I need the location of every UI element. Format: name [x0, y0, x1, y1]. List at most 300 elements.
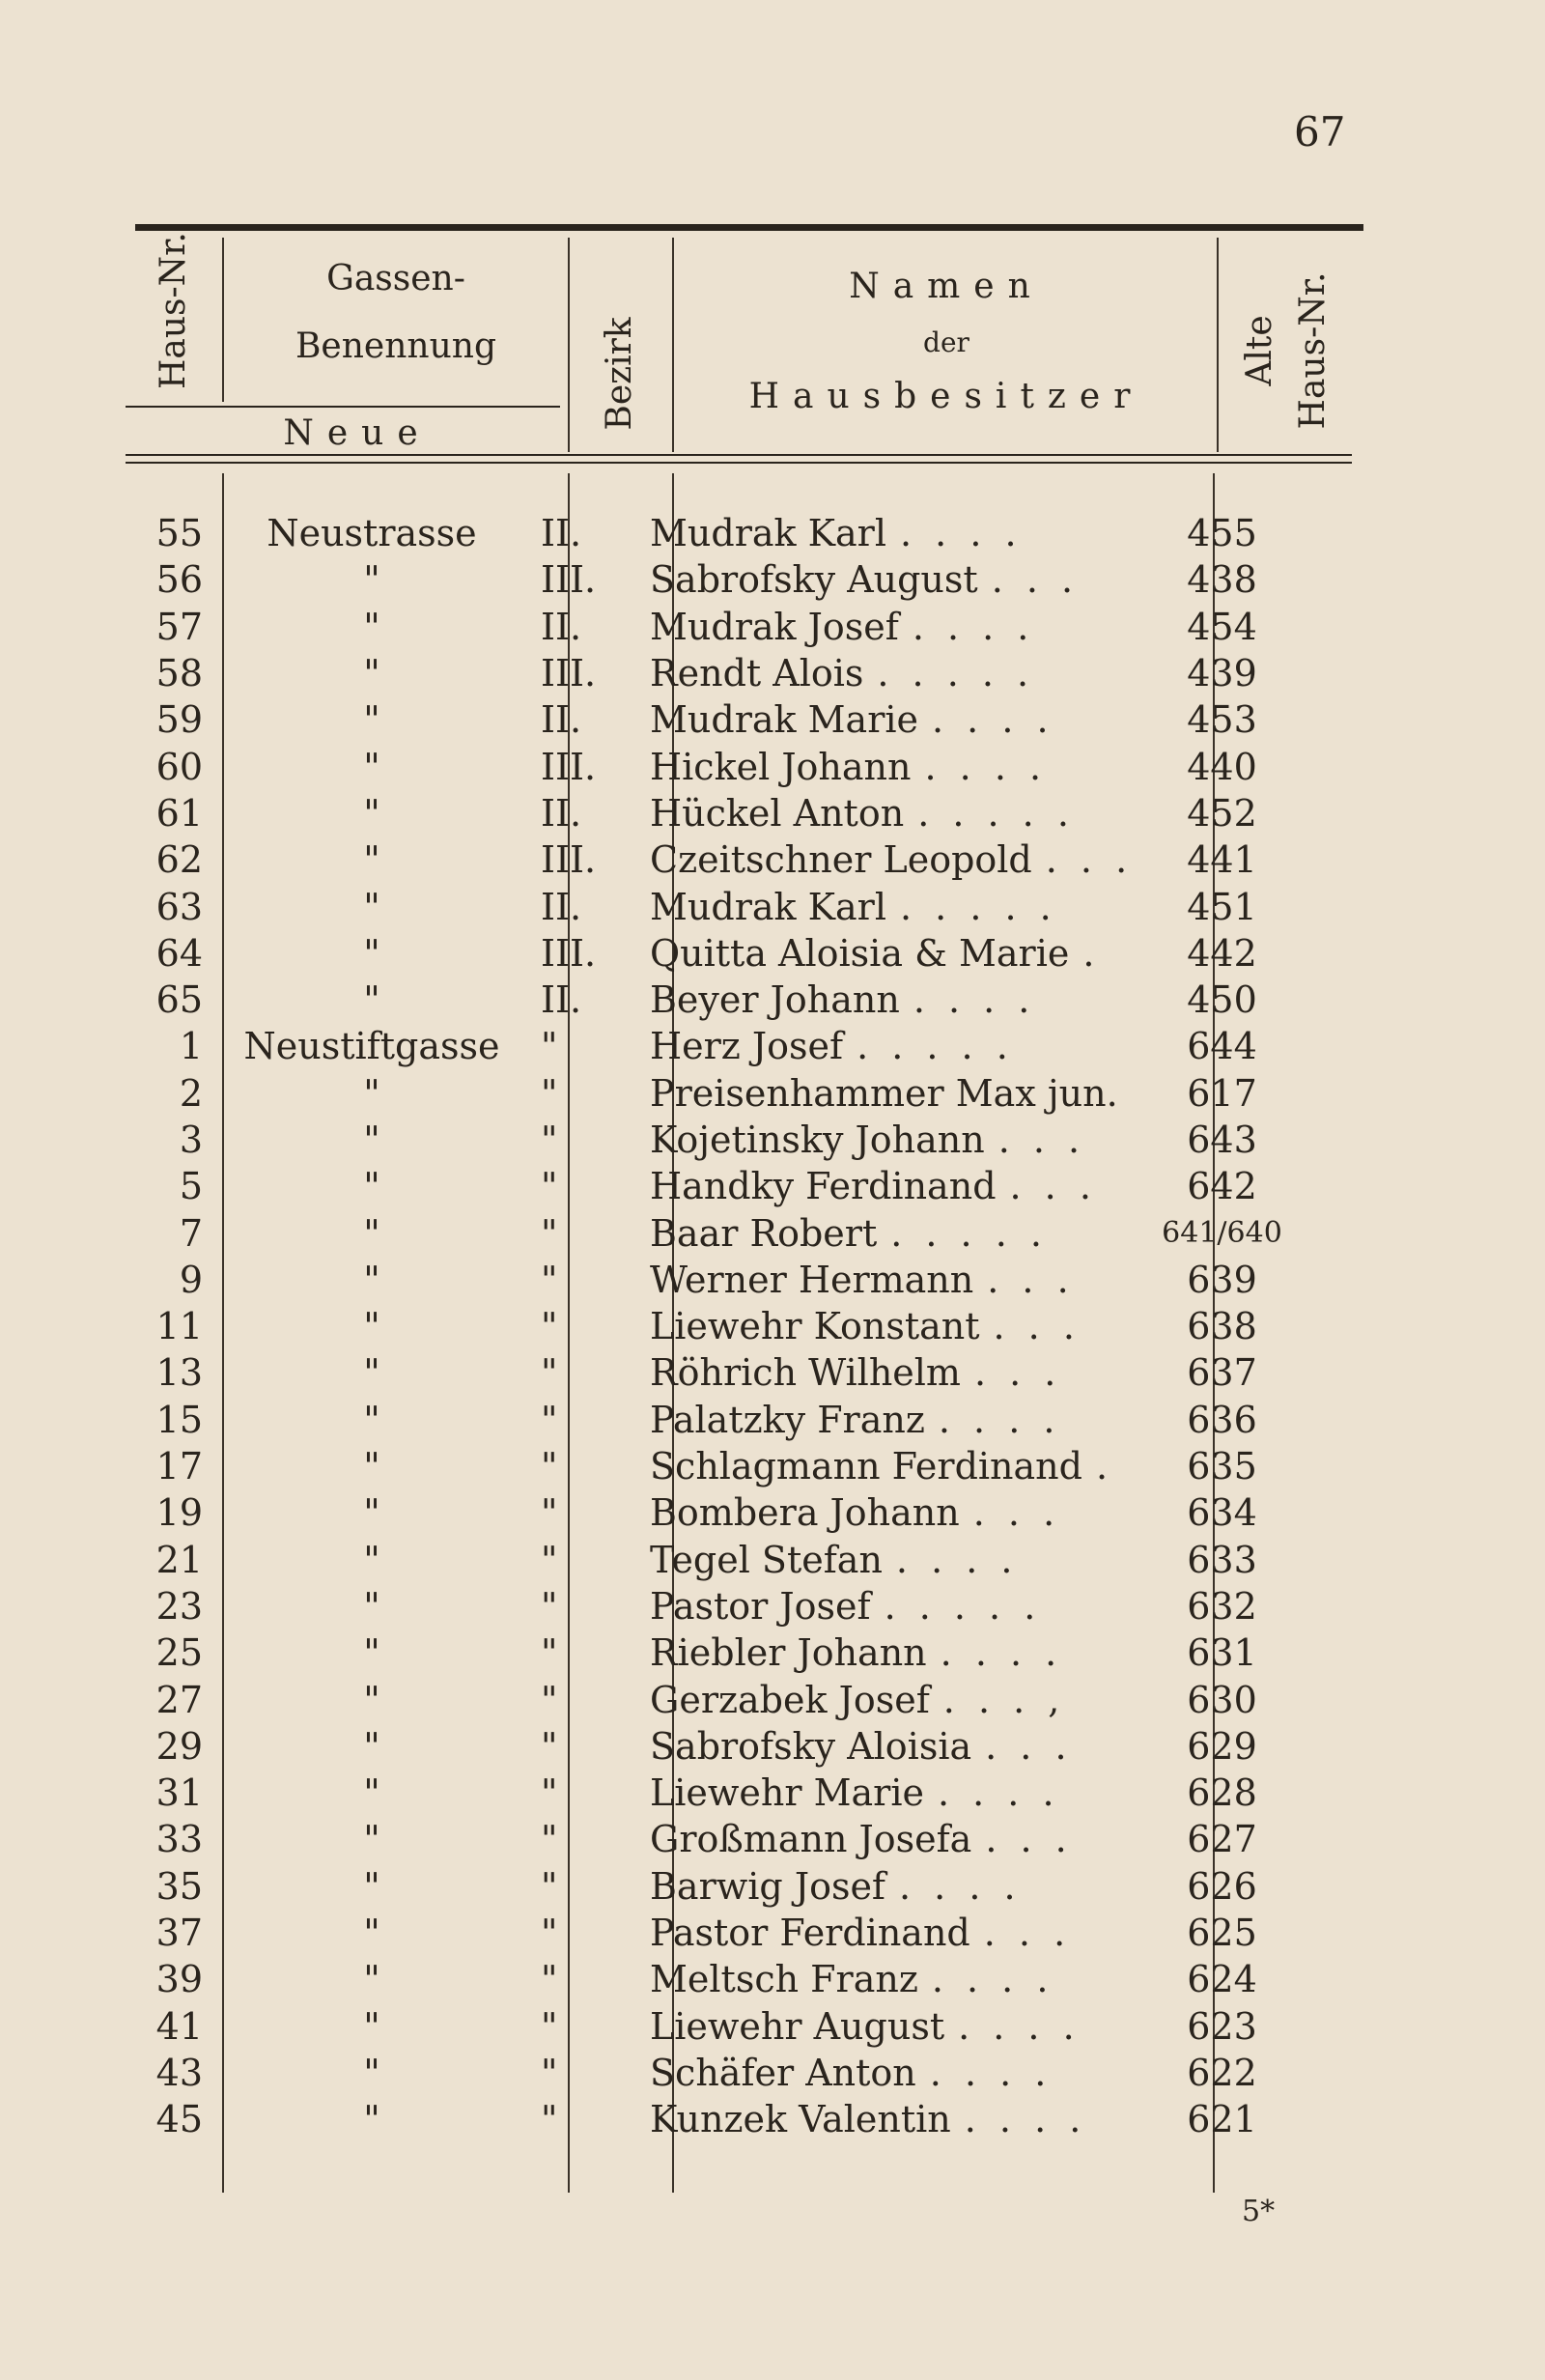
header-der-text: der — [923, 326, 969, 358]
leader-dots: . — [1082, 931, 1101, 975]
owner-name — [650, 604, 1152, 650]
new-house-number: 61 — [155, 791, 203, 835]
owner-name — [650, 1397, 1152, 1443]
house-register-body — [126, 510, 1292, 2142]
owner-name-text: Werner Hermann — [650, 1258, 974, 1301]
old-house-number: 639 — [1187, 1258, 1257, 1301]
leader-dots: . . . — [1009, 1165, 1097, 1208]
street-name: " — [363, 1958, 380, 2001]
street-name: " — [363, 931, 380, 975]
street-name: Neustrasse — [267, 512, 477, 555]
owner-name — [650, 1349, 1152, 1396]
header-col-divider — [1217, 238, 1219, 452]
new-house-number: 2 — [179, 1071, 203, 1115]
old-house-number: 632 — [1187, 1584, 1257, 1628]
old-house-number: 452 — [1187, 791, 1257, 835]
table-row — [126, 1537, 1292, 1583]
header-alte — [1238, 278, 1282, 423]
owner-name-text: Handky Ferdinand — [650, 1165, 997, 1208]
header-namen — [676, 267, 1217, 306]
new-house-number: 13 — [155, 1351, 203, 1395]
owner-name-text: Liewehr August — [650, 2004, 945, 2048]
header-gassen — [232, 259, 560, 298]
header-neue-text: Neue — [283, 413, 432, 453]
district: " — [541, 1119, 558, 1161]
leader-dots: . . . — [987, 1258, 1075, 1301]
header-haus-nr — [152, 232, 196, 389]
table-row — [126, 1070, 1292, 1117]
owner-name-text: Tegel Stefan — [650, 1538, 883, 1581]
district: III. — [541, 745, 597, 788]
leader-dots: . . . . — [940, 1631, 1063, 1675]
street-name: " — [363, 1071, 380, 1115]
leader-dots: . . . — [991, 558, 1080, 602]
owner-name-text: Bombera Johann — [650, 1491, 960, 1535]
new-house-number: 58 — [155, 652, 203, 695]
owner-name — [650, 977, 1152, 1023]
table-row — [126, 1910, 1292, 1956]
new-house-number: 33 — [155, 1818, 203, 1861]
street-name: " — [363, 1724, 380, 1768]
leader-dots: . . . . — [932, 698, 1054, 742]
new-house-number: 55 — [155, 512, 203, 555]
new-house-number: 43 — [155, 2051, 203, 2094]
old-house-number: 641/640 — [1162, 1215, 1282, 1250]
old-house-number: 617 — [1187, 1071, 1257, 1115]
table-row — [126, 1397, 1292, 1443]
old-house-number: 631 — [1187, 1631, 1257, 1675]
leader-dots: . . . . . — [857, 1025, 1014, 1068]
owner-name — [650, 930, 1152, 977]
header-alte-haus-nr — [1291, 264, 1335, 438]
leader-dots: . . . — [985, 1818, 1073, 1861]
district: " — [541, 1538, 558, 1581]
owner-name-text: Meltsch Franz — [650, 1958, 918, 2001]
old-house-number: 627 — [1187, 1818, 1257, 1861]
old-house-number: 630 — [1187, 1678, 1257, 1721]
owner-name — [650, 1956, 1152, 2002]
district: " — [541, 1398, 558, 1441]
leader-dots: . . . . . — [917, 791, 1075, 835]
owner-name-text: Quitta Aloisia & Marie — [650, 931, 1070, 975]
street-name: " — [363, 978, 380, 1022]
street-name: " — [363, 698, 380, 742]
owner-name-text: Pastor Ferdinand — [650, 1912, 970, 1955]
owner-name — [650, 650, 1152, 696]
old-house-number: 623 — [1187, 2004, 1257, 2048]
new-house-number: 5 — [179, 1165, 203, 1208]
district: II. — [541, 512, 582, 555]
district: " — [541, 2004, 558, 2048]
owner-name — [650, 1910, 1152, 1956]
street-name: " — [363, 838, 380, 882]
street-name: " — [363, 1445, 380, 1488]
owner-name-text: Kojetinsky Johann — [650, 1119, 985, 1161]
district: " — [541, 1445, 558, 1488]
new-house-number: 17 — [155, 1445, 203, 1488]
owner-name — [650, 2003, 1152, 2050]
street-name: " — [363, 1258, 380, 1301]
leader-dots: . . . — [985, 1724, 1073, 1768]
table-row — [126, 2003, 1292, 2050]
table-row — [126, 883, 1292, 929]
street-name: " — [363, 1165, 380, 1208]
header-bottom-rule — [126, 454, 1352, 456]
old-house-number: 629 — [1187, 1724, 1257, 1768]
old-house-number: 438 — [1187, 558, 1257, 602]
owner-name — [650, 1023, 1152, 1069]
table-row — [126, 1443, 1292, 1489]
owner-name-text: Röhrich Wilhelm — [650, 1351, 961, 1395]
owner-name — [650, 696, 1152, 743]
table-row — [126, 1629, 1292, 1676]
owner-name — [650, 790, 1152, 836]
owner-name-text: Pastor Josef — [650, 1584, 871, 1628]
street-name: Neustiftgasse — [243, 1025, 500, 1068]
old-house-number: 624 — [1187, 1958, 1257, 2001]
street-name: " — [363, 1305, 380, 1348]
owner-name-text: Hickel Johann — [650, 745, 912, 788]
district: " — [541, 1165, 558, 1208]
table-row — [126, 2096, 1292, 2142]
district: II. — [541, 885, 582, 928]
table-row — [126, 836, 1292, 883]
street-name: " — [363, 1678, 380, 1721]
table-row — [126, 556, 1292, 603]
leader-dots: . . . . — [912, 605, 1035, 648]
district: III. — [541, 652, 597, 695]
owner-name-text: Mudrak Marie — [650, 698, 919, 742]
owner-name — [650, 1070, 1152, 1117]
street-name: " — [363, 885, 380, 928]
new-house-number: 29 — [155, 1724, 203, 1768]
district: " — [541, 1491, 558, 1535]
table-row — [126, 1723, 1292, 1770]
owner-name-text: Sabrofsky Aloisia — [650, 1724, 972, 1768]
owner-name-text: Czeitschner Leopold — [650, 838, 1032, 882]
street-name: " — [363, 1864, 380, 1908]
leader-dots: . . . — [973, 1351, 1062, 1395]
new-house-number: 37 — [155, 1912, 203, 1955]
district: II. — [541, 698, 582, 742]
old-house-number: 451 — [1187, 885, 1257, 928]
street-name: " — [363, 1771, 380, 1815]
street-name: " — [363, 791, 380, 835]
street-name: " — [363, 2098, 380, 2141]
owner-name-text: Sabrofsky August — [650, 558, 978, 602]
owner-name — [650, 1723, 1152, 1770]
street-name: " — [363, 558, 380, 602]
new-house-number: 35 — [155, 1864, 203, 1908]
old-house-number: 644 — [1187, 1025, 1257, 1068]
owner-name-text: Barwig Josef — [650, 1864, 885, 1908]
header-haus-nr-text: Haus-Nr. — [154, 232, 193, 389]
leader-dots: . . . . — [929, 2051, 1053, 2094]
old-house-number: 635 — [1187, 1445, 1257, 1488]
leader-dots: . . . . . — [877, 652, 1035, 695]
district: II. — [541, 605, 582, 648]
page-number: 67 — [1294, 108, 1346, 156]
header-benennung-text: Benennung — [295, 326, 497, 366]
district: " — [541, 2051, 558, 2094]
leader-dots: . . . . — [924, 745, 1048, 788]
owner-name — [650, 1816, 1152, 1862]
district: III. — [541, 931, 597, 975]
old-house-number: 450 — [1187, 978, 1257, 1022]
street-name: " — [363, 1818, 380, 1861]
old-house-number: 643 — [1187, 1119, 1257, 1161]
owner-name — [650, 1489, 1152, 1536]
old-house-number: 440 — [1187, 745, 1257, 788]
table-row — [126, 1770, 1292, 1816]
table-row — [126, 1209, 1292, 1256]
new-house-number: 60 — [155, 745, 203, 788]
leader-dots: . . . — [1045, 838, 1134, 882]
new-house-number: 1 — [179, 1025, 203, 1068]
old-house-number: 638 — [1187, 1305, 1257, 1348]
district: III. — [541, 838, 597, 882]
district: " — [541, 1025, 558, 1068]
old-house-number: 442 — [1187, 931, 1257, 975]
old-house-number: 642 — [1187, 1165, 1257, 1208]
table-row — [126, 604, 1292, 650]
leader-dots: . . . . — [958, 2004, 1081, 2048]
leader-dots: . . . — [997, 1119, 1086, 1161]
owner-name — [650, 1583, 1152, 1629]
table-row — [126, 1676, 1292, 1722]
owner-name-text: Mudrak Josef — [650, 605, 899, 648]
neue-divider — [126, 406, 560, 408]
district: " — [541, 1258, 558, 1301]
table-row — [126, 650, 1292, 696]
table-row — [126, 2050, 1292, 2096]
district: " — [541, 1771, 558, 1815]
owner-name — [650, 510, 1152, 556]
leader-dots: . — [1095, 1445, 1114, 1488]
owner-name-text: Mudrak Karl — [650, 885, 886, 928]
table-row — [126, 696, 1292, 743]
owner-name — [650, 556, 1152, 603]
header-col-divider — [222, 238, 224, 402]
table-row — [126, 510, 1292, 556]
leader-dots: . . . . — [899, 1864, 1022, 1908]
new-house-number: 9 — [179, 1258, 203, 1301]
district: " — [541, 1351, 558, 1395]
leader-dots: . . . . — [913, 978, 1036, 1022]
old-house-number: 454 — [1187, 605, 1257, 648]
new-house-number: 45 — [155, 2098, 203, 2141]
owner-name-text: Beyer Johann — [650, 978, 900, 1022]
old-house-number: 633 — [1187, 1538, 1257, 1581]
header-alte-haus-nr-text: Haus-Nr. — [1293, 271, 1333, 430]
owner-name — [650, 1676, 1152, 1722]
district: " — [541, 1211, 558, 1255]
owner-name — [650, 1443, 1152, 1489]
table-row — [126, 790, 1292, 836]
old-house-number: 637 — [1187, 1351, 1257, 1395]
owner-name — [650, 1537, 1152, 1583]
district: " — [541, 2098, 558, 2141]
owner-name — [650, 883, 1152, 929]
old-house-number: 455 — [1187, 512, 1257, 555]
owner-name-text: Rendt Alois — [650, 652, 864, 695]
owner-name — [650, 743, 1152, 789]
new-house-number: 11 — [155, 1305, 203, 1348]
leader-dots: . . . . . — [890, 1211, 1048, 1255]
street-name: " — [363, 1584, 380, 1628]
street-name: " — [363, 1398, 380, 1441]
new-house-number: 19 — [155, 1491, 203, 1535]
new-house-number: 23 — [155, 1584, 203, 1628]
new-house-number: 41 — [155, 2004, 203, 2048]
street-name: " — [363, 1211, 380, 1255]
new-house-number: 21 — [155, 1538, 203, 1581]
new-house-number: 25 — [155, 1631, 203, 1675]
district: " — [541, 1912, 558, 1955]
new-house-number: 3 — [179, 1119, 203, 1161]
leader-dots: . . . — [972, 1491, 1061, 1535]
district: II. — [541, 791, 582, 835]
table-row — [126, 1303, 1292, 1349]
old-house-number: 622 — [1187, 2051, 1257, 2094]
new-house-number: 56 — [155, 558, 203, 602]
old-house-number: 625 — [1187, 1912, 1257, 1955]
leader-dots: . . . — [993, 1305, 1081, 1348]
owner-name — [650, 1629, 1152, 1676]
header-hausbesitzer — [676, 377, 1217, 416]
header-col-divider — [672, 238, 674, 452]
owner-name — [650, 2096, 1152, 2142]
table-row — [126, 1583, 1292, 1629]
table-row — [126, 1163, 1292, 1209]
owner-name — [650, 1117, 1152, 1163]
owner-name-text: Gerzabek Josef — [650, 1678, 930, 1721]
owner-name-text: Preisenhammer Max jun. — [650, 1071, 1118, 1115]
leader-dots: . . . . — [900, 512, 1023, 555]
district: " — [541, 1864, 558, 1908]
leader-dots: . . . — [983, 1912, 1072, 1955]
district: III. — [541, 558, 597, 602]
leader-dots: . . . , — [942, 1678, 1066, 1721]
street-name: " — [363, 1538, 380, 1581]
new-house-number: 63 — [155, 885, 203, 928]
new-house-number: 15 — [155, 1398, 203, 1441]
new-house-number: 31 — [155, 1771, 203, 1815]
owner-name-text: Palatzky Franz — [650, 1398, 925, 1441]
street-name: " — [363, 745, 380, 788]
old-house-number: 441 — [1187, 838, 1257, 882]
owner-name-text: Schäfer Anton — [650, 2051, 916, 2094]
district: " — [541, 1958, 558, 2001]
owner-name-text: Riebler Johann — [650, 1631, 927, 1675]
new-house-number: 65 — [155, 978, 203, 1022]
table-row — [126, 743, 1292, 789]
old-house-number: 636 — [1187, 1398, 1257, 1441]
table-row — [126, 1117, 1292, 1163]
owner-name-text: Liewehr Konstant — [650, 1305, 980, 1348]
owner-name-text: Baar Robert — [650, 1211, 878, 1255]
district: " — [541, 1631, 558, 1675]
leader-dots: . . . . — [931, 1958, 1054, 2001]
header-col-divider — [568, 238, 570, 452]
owner-name — [650, 1770, 1152, 1816]
table-row — [126, 1257, 1292, 1303]
new-house-number: 59 — [155, 698, 203, 742]
header-benennung — [232, 326, 560, 366]
leader-dots: . . . . — [895, 1538, 1019, 1581]
leader-dots: . . . . — [964, 2098, 1087, 2141]
district: " — [541, 1818, 558, 1861]
owner-name-text: Hückel Anton — [650, 791, 905, 835]
district: " — [541, 1678, 558, 1721]
signature-mark: 5* — [1242, 2195, 1276, 2228]
new-house-number: 39 — [155, 1958, 203, 2001]
new-house-number: 57 — [155, 605, 203, 648]
old-house-number: 439 — [1187, 652, 1257, 695]
street-name: " — [363, 2004, 380, 2048]
header-bezirk — [598, 306, 642, 441]
table-row — [126, 930, 1292, 977]
owner-name — [650, 1257, 1152, 1303]
header-gassen-text: Gassen- — [326, 259, 465, 298]
header-der — [676, 326, 1217, 358]
street-name: " — [363, 652, 380, 695]
header-alte-text: Alte — [1240, 315, 1279, 386]
old-house-number: 634 — [1187, 1491, 1257, 1535]
owner-name — [650, 1163, 1152, 1209]
old-house-number: 453 — [1187, 698, 1257, 742]
table-row — [126, 1956, 1292, 2002]
header-hausbesitzer-text: Hausbesitzer — [748, 377, 1144, 416]
street-name: " — [363, 1631, 380, 1675]
owner-name-text: Herz Josef — [650, 1025, 844, 1068]
header-bottom-rule-2 — [126, 462, 1352, 464]
leader-dots: . . . . — [937, 1771, 1060, 1815]
district: " — [541, 1305, 558, 1348]
leader-dots: . . . . . — [900, 885, 1057, 928]
street-name: " — [363, 1119, 380, 1161]
header-bezirk-text: Bezirk — [600, 317, 639, 431]
leader-dots: . . . . — [938, 1398, 1061, 1441]
new-house-number: 62 — [155, 838, 203, 882]
district: " — [541, 1724, 558, 1768]
table-row — [126, 1816, 1292, 1862]
header-neue — [232, 413, 483, 453]
owner-name — [650, 1303, 1152, 1349]
owner-name — [650, 2050, 1152, 2096]
house-register-table — [126, 510, 1292, 2142]
district: " — [541, 1071, 558, 1115]
header-top-rule — [135, 224, 1363, 231]
leader-dots: . . . . . — [884, 1584, 1042, 1628]
table-row — [126, 1863, 1292, 1910]
owner-name — [650, 836, 1152, 883]
street-name: " — [363, 2051, 380, 2094]
old-house-number: 628 — [1187, 1771, 1257, 1815]
owner-name-text: Liewehr Marie — [650, 1771, 924, 1815]
old-house-number: 626 — [1187, 1864, 1257, 1908]
district: II. — [541, 978, 582, 1022]
owner-name — [650, 1209, 1152, 1256]
owner-name — [650, 1863, 1152, 1910]
new-house-number: 27 — [155, 1678, 203, 1721]
owner-name-text: Mudrak Karl — [650, 512, 886, 555]
street-name: " — [363, 1912, 380, 1955]
street-name: " — [363, 1351, 380, 1395]
new-house-number: 7 — [179, 1211, 203, 1255]
old-house-number: 621 — [1187, 2098, 1257, 2141]
street-name: " — [363, 1491, 380, 1535]
